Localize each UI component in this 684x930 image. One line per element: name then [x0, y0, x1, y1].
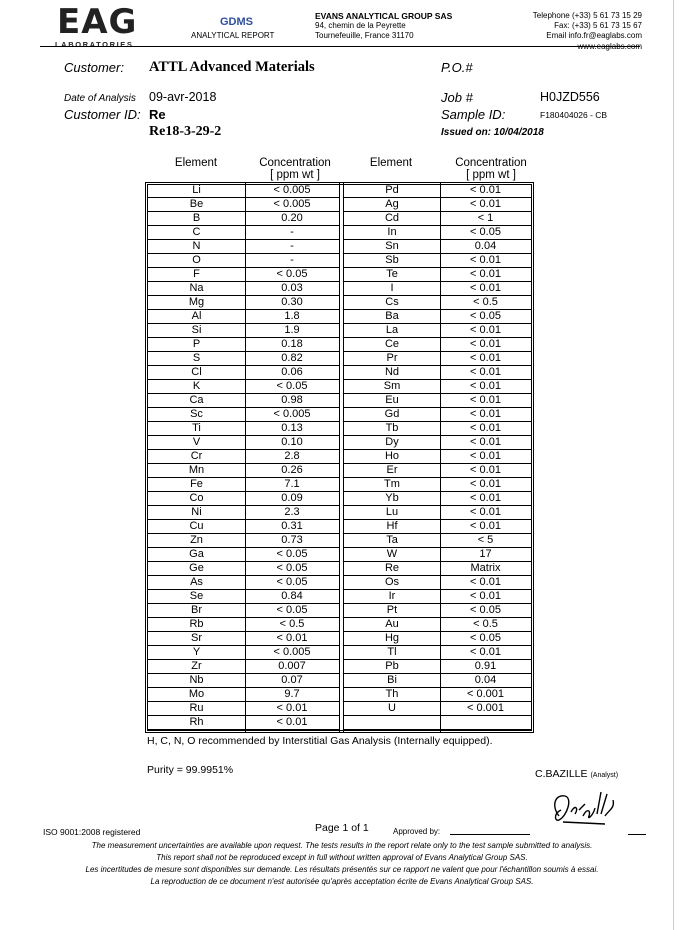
element-cell: Eu	[385, 394, 399, 406]
concentration-cell: < 0.05	[276, 604, 308, 616]
table-row	[148, 646, 339, 660]
header-rule	[40, 46, 640, 47]
element-cell: Au	[385, 618, 399, 630]
element-cell: V	[192, 436, 201, 448]
concentration-cell: 0.09	[281, 492, 303, 504]
concentration-cell: < 0.05	[470, 226, 501, 238]
po-label: P.O.#	[441, 60, 473, 75]
analyst-name	[535, 768, 618, 780]
footer-line-3: Les incertitudes de mesure sont disponibles sur demande. Les résultats présentés sur ce rapport ne valent que pour l'échantillon soumis à essai.	[85, 865, 599, 874]
element-cell: Ti	[192, 422, 201, 434]
element-cell: As	[190, 576, 203, 588]
table-row	[344, 618, 531, 632]
address-line2: Tournefeuille, France 31170	[315, 31, 414, 40]
table-right-half	[344, 184, 531, 730]
table-row	[148, 282, 339, 296]
table-row	[344, 352, 531, 366]
element-cell: Te	[386, 268, 398, 280]
concentration-cell: < 0.01	[470, 198, 501, 210]
customer-id-label: Customer ID:	[64, 107, 141, 122]
issued-date: Issued on: 10/04/2018	[441, 127, 544, 138]
table-row	[148, 576, 339, 590]
concentration-cell: < 0.01	[276, 702, 308, 714]
table-row	[344, 310, 531, 324]
concentration-cell: < 0.01	[470, 464, 501, 476]
approval-line	[450, 834, 530, 835]
table-row	[344, 408, 531, 422]
concentration-cell: < 0.01	[470, 646, 501, 658]
element-cell: Ge	[189, 562, 204, 574]
fax: Fax: (+33) 5 61 73 15 67	[554, 21, 642, 30]
element-cell: Ag	[385, 198, 399, 210]
concentration-cell: < 1	[477, 212, 494, 224]
element-cell: U	[388, 702, 396, 714]
concentration-cell: 0.20	[281, 212, 303, 224]
concentration-cell: < 0.01	[470, 282, 501, 294]
table-row	[344, 604, 531, 618]
element-cell: Os	[384, 576, 400, 588]
element-cell: I	[390, 282, 394, 294]
concentration-cell: 1.9	[284, 324, 300, 336]
concentration-cell: -	[290, 240, 294, 252]
table-row	[148, 520, 339, 534]
concentration-cell: < 0.001	[466, 688, 504, 700]
element-cell: O	[192, 254, 201, 266]
concentration-cell: < 0.5	[473, 618, 498, 630]
table-row	[148, 422, 339, 436]
table-row	[148, 296, 339, 310]
table-row	[148, 240, 339, 254]
header-element-left: Element	[174, 157, 218, 169]
element-cell: Tb	[385, 422, 399, 434]
table-row	[148, 506, 339, 520]
date-label: Date of Analysis	[64, 93, 136, 104]
gas-analysis-note: H, C, N, O recommended by Interstitial Gas Analysis (Internally equipped).	[147, 735, 493, 747]
concentration-cell: < 0.01	[470, 394, 501, 406]
sample-id-label: Sample ID:	[441, 107, 506, 122]
approval-line-end	[628, 834, 646, 835]
element-cell: W	[386, 548, 398, 560]
table-row	[148, 268, 339, 282]
element-cell: Cd	[384, 212, 400, 224]
table-row	[148, 688, 339, 702]
header-unit-right: [ ppm wt ]	[466, 169, 516, 181]
element-cell: Ca	[189, 394, 204, 406]
concentration-cell: < 0.05	[276, 562, 308, 574]
concentration-cell: < 0.01	[470, 520, 501, 532]
table-row	[148, 674, 339, 688]
concentration-cell: -	[290, 254, 294, 266]
concentration-cell: < 0.005	[273, 198, 311, 210]
concentration-cell: < 0.01	[470, 436, 501, 448]
table-row	[148, 464, 339, 478]
table-row	[344, 492, 531, 506]
concentration-cell: 0.10	[281, 436, 303, 448]
table-row	[344, 380, 531, 394]
table-row	[344, 688, 531, 702]
concentration-cell: -	[290, 226, 294, 238]
header-conc-right: Concentration	[455, 157, 527, 169]
table-row	[344, 506, 531, 520]
header-unit-left: [ ppm wt ]	[270, 169, 320, 181]
table-row	[344, 268, 531, 282]
element-cell: Ga	[189, 548, 204, 560]
concentration-cell: 0.07	[281, 674, 303, 686]
element-cell: P	[192, 338, 201, 350]
element-cell: Co	[189, 492, 204, 504]
concentration-cell: < 0.01	[470, 408, 501, 420]
concentration-cell: < 0.01	[470, 324, 501, 336]
concentration-cell: < 0.05	[276, 576, 308, 588]
element-cell: Pd	[385, 184, 399, 196]
concentration-cell: < 0.05	[470, 604, 501, 616]
concentration-cell: < 5	[477, 534, 494, 546]
element-cell: B	[192, 212, 201, 224]
element-cell: La	[385, 324, 399, 336]
website: www.eaglabs.com	[577, 42, 642, 51]
table-row	[344, 660, 531, 674]
element-cell: Re	[384, 562, 400, 574]
concentration-cell: 0.30	[281, 296, 303, 308]
element-cell: Hf	[386, 520, 398, 532]
iso-registration: ISO 9001:2008 registered	[43, 827, 141, 837]
eag-logo: EAG	[57, 2, 138, 42]
table-row	[344, 520, 531, 534]
element-cell: Sb	[385, 254, 399, 266]
table-row	[344, 226, 531, 240]
element-cell: N	[192, 240, 201, 252]
concentration-cell: 0.26	[281, 464, 303, 476]
concentration-cell: < 0.01	[470, 492, 501, 504]
concentration-cell: Matrix	[470, 562, 501, 574]
table-row	[344, 296, 531, 310]
table-row	[344, 436, 531, 450]
element-cell: Si	[191, 324, 202, 336]
job-label: Job #	[441, 90, 473, 105]
table-row	[148, 408, 339, 422]
element-cell: Rh	[189, 716, 204, 728]
concentration-cell: < 0.01	[470, 184, 501, 196]
customer-id-value: Re	[149, 107, 166, 122]
concentration-cell: < 0.01	[470, 268, 501, 280]
report-type: ANALYTICAL REPORT	[191, 31, 275, 40]
element-cell: Se	[189, 590, 204, 602]
element-cell: Zn	[190, 534, 203, 546]
element-cell: Bi	[387, 674, 397, 686]
concentration-cell: 0.82	[281, 352, 303, 364]
table-row	[344, 716, 531, 730]
element-cell: Mo	[188, 688, 205, 700]
table-row	[344, 450, 531, 464]
table-row	[344, 282, 531, 296]
concentration-cell: < 0.01	[470, 254, 501, 266]
footer-line-2: This report shall not be reproduced except in full without written approval of Evans Analytical Group SAS.	[156, 853, 528, 862]
element-cell: Sc	[190, 408, 203, 420]
element-cell: Pt	[386, 604, 398, 616]
table-row	[148, 562, 339, 576]
table-row	[344, 366, 531, 380]
table-row	[344, 422, 531, 436]
table-row	[344, 338, 531, 352]
table-row	[148, 324, 339, 338]
sample-id-value: F180404026 - CB	[540, 110, 608, 120]
element-cell: Nb	[189, 674, 204, 686]
element-cell: Be	[189, 198, 204, 210]
element-cell: F	[193, 268, 200, 280]
table-row	[344, 324, 531, 338]
concentration-cell: 17	[479, 548, 492, 560]
table-row	[148, 534, 339, 548]
table-row	[148, 380, 339, 394]
element-cell: Cr	[190, 450, 203, 462]
element-cell: Cl	[191, 366, 202, 378]
concentration-cell: < 0.01	[470, 590, 501, 602]
table-row	[344, 184, 531, 198]
concentration-cell: < 0.01	[470, 422, 501, 434]
table-row	[344, 212, 531, 226]
customer-label: Customer:	[64, 60, 124, 75]
element-cell: Li	[192, 184, 201, 196]
table-row	[148, 702, 339, 716]
concentration-cell: < 0.005	[273, 184, 311, 196]
footer-line-1: The measurement uncertainties are available upon request. The tests results in the report relate only to the test sample submitted to analysis.	[91, 841, 593, 850]
table-row	[344, 562, 531, 576]
element-cell: Cs	[385, 296, 399, 308]
concentration-cell: < 0.001	[466, 702, 504, 714]
page-edge	[673, 0, 674, 930]
concentration-cell: 0.91	[474, 660, 497, 672]
header-element-right: Element	[369, 157, 413, 169]
element-cell: Tl	[387, 646, 397, 658]
table-row	[148, 604, 339, 618]
header-conc-left: Concentration	[259, 157, 331, 169]
concentration-cell: 0.007	[278, 660, 306, 672]
element-cell: Na	[189, 282, 204, 294]
concentration-cell: < 0.01	[470, 576, 501, 588]
concentration-cell: 0.04	[474, 240, 497, 252]
concentration-cell: 7.1	[284, 478, 300, 490]
concentration-cell: < 0.5	[279, 618, 305, 630]
element-cell: In	[387, 226, 397, 238]
concentration-cell: < 0.01	[470, 380, 501, 392]
concentration-cell	[440, 716, 531, 729]
table-left-half	[148, 184, 339, 730]
table-row	[344, 534, 531, 548]
table-row	[344, 394, 531, 408]
table-row	[344, 198, 531, 212]
element-cell: Ho	[384, 450, 400, 462]
table-row	[148, 548, 339, 562]
concentration-cell: 2.8	[284, 450, 300, 462]
table-row	[148, 478, 339, 492]
table-row	[148, 618, 339, 632]
table-row	[148, 184, 339, 198]
concentration-cell: 9.7	[284, 688, 300, 700]
customer-value: ATTL Advanced Materials	[149, 59, 315, 75]
table-row	[344, 702, 531, 716]
table-row	[148, 492, 339, 506]
element-cell: Er	[386, 464, 398, 476]
concentration-cell: < 0.5	[473, 296, 498, 308]
element-cell: Tm	[384, 478, 400, 490]
telephone: Telephone (+33) 5 61 73 15 29	[532, 11, 642, 20]
concentration-cell: 0.18	[281, 338, 303, 350]
element-cell: Lu	[385, 506, 399, 518]
element-cell: Cu	[189, 520, 204, 532]
table-row	[344, 254, 531, 268]
concentration-cell: 0.98	[281, 394, 303, 406]
element-cell: Th	[385, 688, 399, 700]
concentration-cell: < 0.01	[470, 450, 501, 462]
element-cell: Nd	[384, 366, 400, 378]
element-cell: S	[192, 352, 201, 364]
concentration-cell: < 0.01	[470, 506, 501, 518]
element-cell: Ir	[388, 590, 396, 602]
element-cell: Dy	[385, 436, 399, 448]
concentration-cell: 0.13	[281, 422, 303, 434]
concentration-cell: 0.73	[281, 534, 303, 546]
address-line1: 94, chemin de la Peyrette	[315, 21, 406, 30]
table-row	[148, 310, 339, 324]
date-value: 09-avr-2018	[149, 90, 217, 104]
lot-number: Re18-3-29-2	[149, 124, 222, 139]
element-cell: K	[192, 380, 201, 392]
table-row	[148, 716, 339, 730]
table-row	[344, 674, 531, 688]
concentration-cell: 0.03	[281, 282, 303, 294]
table-row	[148, 338, 339, 352]
concentration-cell: 0.31	[281, 520, 303, 532]
table-row	[344, 464, 531, 478]
element-cell: Sm	[383, 380, 401, 392]
concentration-cell: < 0.05	[470, 632, 501, 644]
method-label: GDMS	[220, 16, 253, 28]
concentration-cell: < 0.01	[276, 716, 308, 728]
company-name: EVANS ANALYTICAL GROUP SAS	[315, 11, 453, 21]
table-row	[148, 436, 339, 450]
element-cell: Rb	[189, 618, 204, 630]
table-row	[148, 226, 339, 240]
table-row	[148, 198, 339, 212]
element-cell: Yb	[385, 492, 399, 504]
concentration-cell: < 0.005	[273, 408, 311, 420]
concentration-cell: < 0.05	[276, 548, 308, 560]
element-cell: Br	[191, 604, 202, 616]
element-cell: Mn	[188, 464, 205, 476]
table-row	[344, 548, 531, 562]
concentration-cell: < 0.05	[276, 380, 308, 392]
element-cell: Pb	[385, 660, 399, 672]
concentration-cell: 2.3	[284, 506, 300, 518]
table-row	[148, 352, 339, 366]
concentration-cell: < 0.01	[470, 338, 501, 350]
element-cell: Fe	[190, 478, 203, 490]
concentration-cell: 0.84	[281, 590, 303, 602]
element-cell: Ce	[384, 338, 400, 350]
element-cell: Ni	[191, 506, 202, 518]
element-cell: C	[192, 226, 201, 238]
element-cell: Sr	[191, 632, 202, 644]
table-row	[344, 240, 531, 254]
footer-line-4: La reproduction de ce document n'est autorisée qu'après acceptation écrite de Evans Analytical Group SAS.	[150, 877, 534, 886]
table-row	[148, 212, 339, 226]
analyst-name-text: C.BAZILLE	[535, 768, 588, 780]
concentration-cell: 1.8	[284, 310, 300, 322]
element-cell: Ru	[189, 702, 204, 714]
analyst-role: (Analyst)	[590, 772, 619, 779]
element-cell	[344, 716, 440, 729]
element-cell: Ta	[386, 534, 398, 546]
concentration-cell: < 0.01	[470, 352, 501, 364]
element-cell: Mg	[188, 296, 205, 308]
element-cell: Sn	[385, 240, 399, 252]
table-row	[344, 590, 531, 604]
element-cell: Gd	[384, 408, 400, 420]
concentration-cell: < 0.01	[470, 366, 501, 378]
job-value: H0JZD556	[540, 90, 600, 104]
concentration-cell: < 0.05	[470, 310, 501, 322]
concentration-cell: 0.04	[474, 674, 497, 686]
table-row	[148, 254, 339, 268]
table-row	[148, 450, 339, 464]
purity-value: Purity = 99.9951%	[147, 764, 234, 776]
table-row	[344, 632, 531, 646]
element-cell: Ba	[385, 310, 399, 322]
page-number: Page 1 of 1	[315, 822, 369, 834]
element-cell: Y	[192, 646, 201, 658]
table-row	[344, 478, 531, 492]
element-cell: Al	[191, 310, 202, 322]
element-cell: Zr	[191, 660, 202, 672]
email: Email info.fr@eaglabs.com	[546, 31, 642, 40]
logo-subtext: LABORATORIES	[55, 40, 134, 49]
table-row	[148, 632, 339, 646]
table-row	[148, 660, 339, 674]
table-row	[148, 394, 339, 408]
table-row	[344, 576, 531, 590]
concentration-cell: < 0.05	[276, 268, 308, 280]
concentration-cell: < 0.01	[470, 478, 501, 490]
element-cell: Pr	[386, 352, 398, 364]
element-cell: Hg	[384, 632, 400, 644]
concentration-cell: < 0.01	[276, 632, 308, 644]
approved-label: Approved by:	[393, 827, 441, 836]
signature-image	[545, 786, 635, 831]
concentration-cell: 0.06	[281, 366, 303, 378]
table-row	[344, 646, 531, 660]
concentration-cell: < 0.005	[273, 646, 311, 658]
table-row	[148, 590, 339, 604]
table-row	[148, 366, 339, 380]
